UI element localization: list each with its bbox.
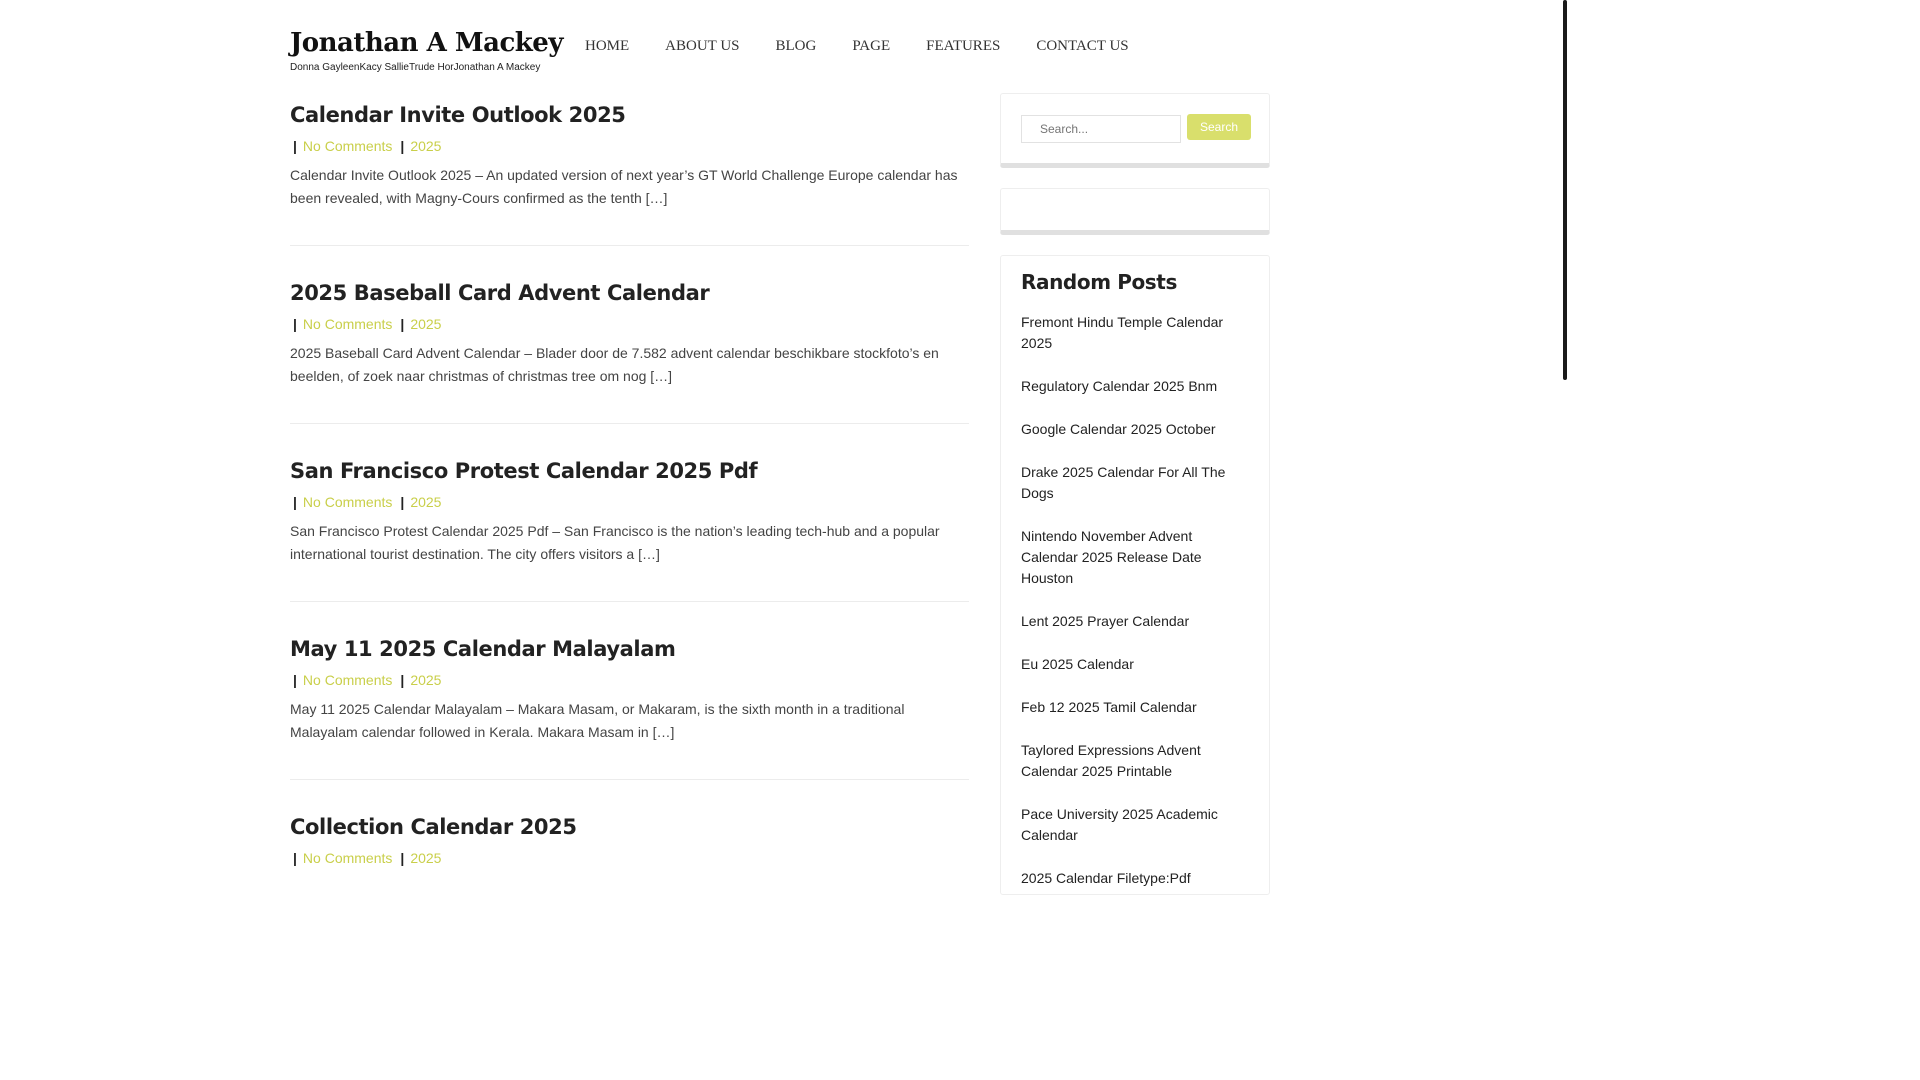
scrollbar-thumb[interactable] — [1563, 0, 1567, 380]
meta-separator: | — [293, 138, 297, 154]
site-title[interactable]: Jonathan A Mackey — [290, 28, 563, 58]
random-post-link[interactable]: Taylored Expressions Advent Calendar 2025 Printable — [1021, 742, 1201, 779]
random-post-link[interactable]: Drake 2025 Calendar For All The Dogs — [1021, 464, 1226, 501]
random-post-link[interactable]: 2025 Calendar Filetype:Pdf — [1021, 870, 1191, 886]
post-item — [290, 632, 969, 780]
random-posts-widget — [1000, 255, 1270, 895]
nav-about-us[interactable]: ABOUT US — [665, 38, 740, 54]
post-title[interactable]: Collection Calendar 2025 — [290, 815, 577, 839]
meta-separator: | — [400, 316, 405, 332]
post-excerpt: 2025 Baseball Card Advent Calendar – Blader door de 7.582 advent calendar beschikbare stockfoto’s en beelden, of zoek naar christmas of christmas tree om nog […] — [290, 345, 939, 384]
post-excerpt: Calendar Invite Outlook 2025 – An updated version of next year’s GT World Challenge Europe calendar has been revealed, with Magny-Cours confirmed as the tenth […] — [290, 167, 958, 206]
random-post-link[interactable]: Nintendo November Advent Calendar 2025 Release Date Houston — [1021, 528, 1202, 586]
post-item — [290, 810, 969, 957]
meta-separator: | — [293, 494, 297, 510]
post-meta — [290, 314, 969, 334]
nav-home[interactable]: HOME — [585, 38, 630, 54]
random-post-link[interactable]: Fremont Hindu Temple Calendar 2025 — [1021, 314, 1224, 351]
post-category-link[interactable]: 2025 — [410, 494, 442, 510]
post-title[interactable]: San Francisco Protest Calendar 2025 Pdf — [290, 459, 758, 483]
post-list — [290, 98, 969, 987]
random-post-link[interactable]: Feb 12 2025 Tamil Calendar — [1021, 699, 1197, 715]
post-item — [290, 454, 969, 602]
post-title[interactable]: 2025 Baseball Card Advent Calendar — [290, 281, 710, 305]
nav-contact-us[interactable]: CONTACT US — [1036, 38, 1129, 54]
post-item — [290, 276, 969, 424]
random-post-link[interactable]: Pace University 2025 Academic Calendar — [1021, 806, 1218, 843]
post-excerpt: May 11 2025 Calendar Malayalam – Makara Masam, or Makaram, is the sixth month in a traditional Malayalam calendar followed in Kerala. Makara Masam in […] — [290, 701, 905, 740]
meta-separator: | — [400, 138, 405, 154]
post-comments-link[interactable]: No Comments — [302, 494, 393, 510]
meta-separator: | — [293, 672, 297, 688]
search-widget — [1000, 93, 1270, 168]
meta-separator: | — [293, 850, 297, 866]
random-posts-list — [1021, 312, 1249, 889]
meta-separator: | — [400, 672, 405, 688]
random-post-link[interactable]: Eu 2025 Calendar — [1021, 656, 1134, 672]
post-comments-link[interactable]: No Comments — [302, 672, 393, 688]
main-nav — [585, 38, 1165, 55]
page-scrollbar[interactable] — [1560, 0, 1568, 884]
post-category-link[interactable]: 2025 — [410, 850, 442, 866]
post-title[interactable]: Calendar Invite Outlook 2025 — [290, 103, 626, 127]
meta-separator: | — [400, 850, 405, 866]
post-meta — [290, 492, 969, 512]
post-excerpt: San Francisco Protest Calendar 2025 Pdf – San Francisco is the nation’s leading tech-hub and a popular international tourist destination. The city offers visitors a […] — [290, 523, 940, 562]
nav-page[interactable]: PAGE — [852, 38, 891, 54]
post-meta — [290, 136, 969, 156]
site-tagline: Donna GayleenKacy SallieTrude HorJonathan A Mackey — [290, 62, 541, 73]
post-meta — [290, 670, 969, 690]
post-comments-link[interactable]: No Comments — [302, 850, 393, 866]
post-title[interactable]: May 11 2025 Calendar Malayalam — [290, 637, 676, 661]
random-posts-title: Random Posts — [1021, 270, 1177, 294]
search-input[interactable] — [1021, 115, 1181, 143]
random-post-link[interactable]: Regulatory Calendar 2025 Bnm — [1021, 378, 1218, 394]
search-button[interactable]: Search — [1187, 114, 1251, 140]
random-post-link[interactable]: Google Calendar 2025 October — [1021, 421, 1216, 437]
post-category-link[interactable]: 2025 — [410, 316, 442, 332]
post-category-link[interactable]: 2025 — [410, 672, 442, 688]
post-comments-link[interactable]: No Comments — [302, 138, 393, 154]
post-item — [290, 98, 969, 246]
meta-separator: | — [400, 494, 405, 510]
post-comments-link[interactable]: No Comments — [302, 316, 393, 332]
nav-blog[interactable]: BLOG — [775, 38, 817, 54]
meta-separator: | — [293, 316, 297, 332]
random-post-link[interactable]: Lent 2025 Prayer Calendar — [1021, 613, 1190, 629]
post-category-link[interactable]: 2025 — [410, 138, 442, 154]
sidebar — [1000, 93, 1270, 915]
post-meta — [290, 848, 969, 868]
empty-widget — [1000, 188, 1270, 235]
site-header — [290, 24, 1270, 84]
nav-features[interactable]: FEATURES — [926, 38, 1001, 54]
